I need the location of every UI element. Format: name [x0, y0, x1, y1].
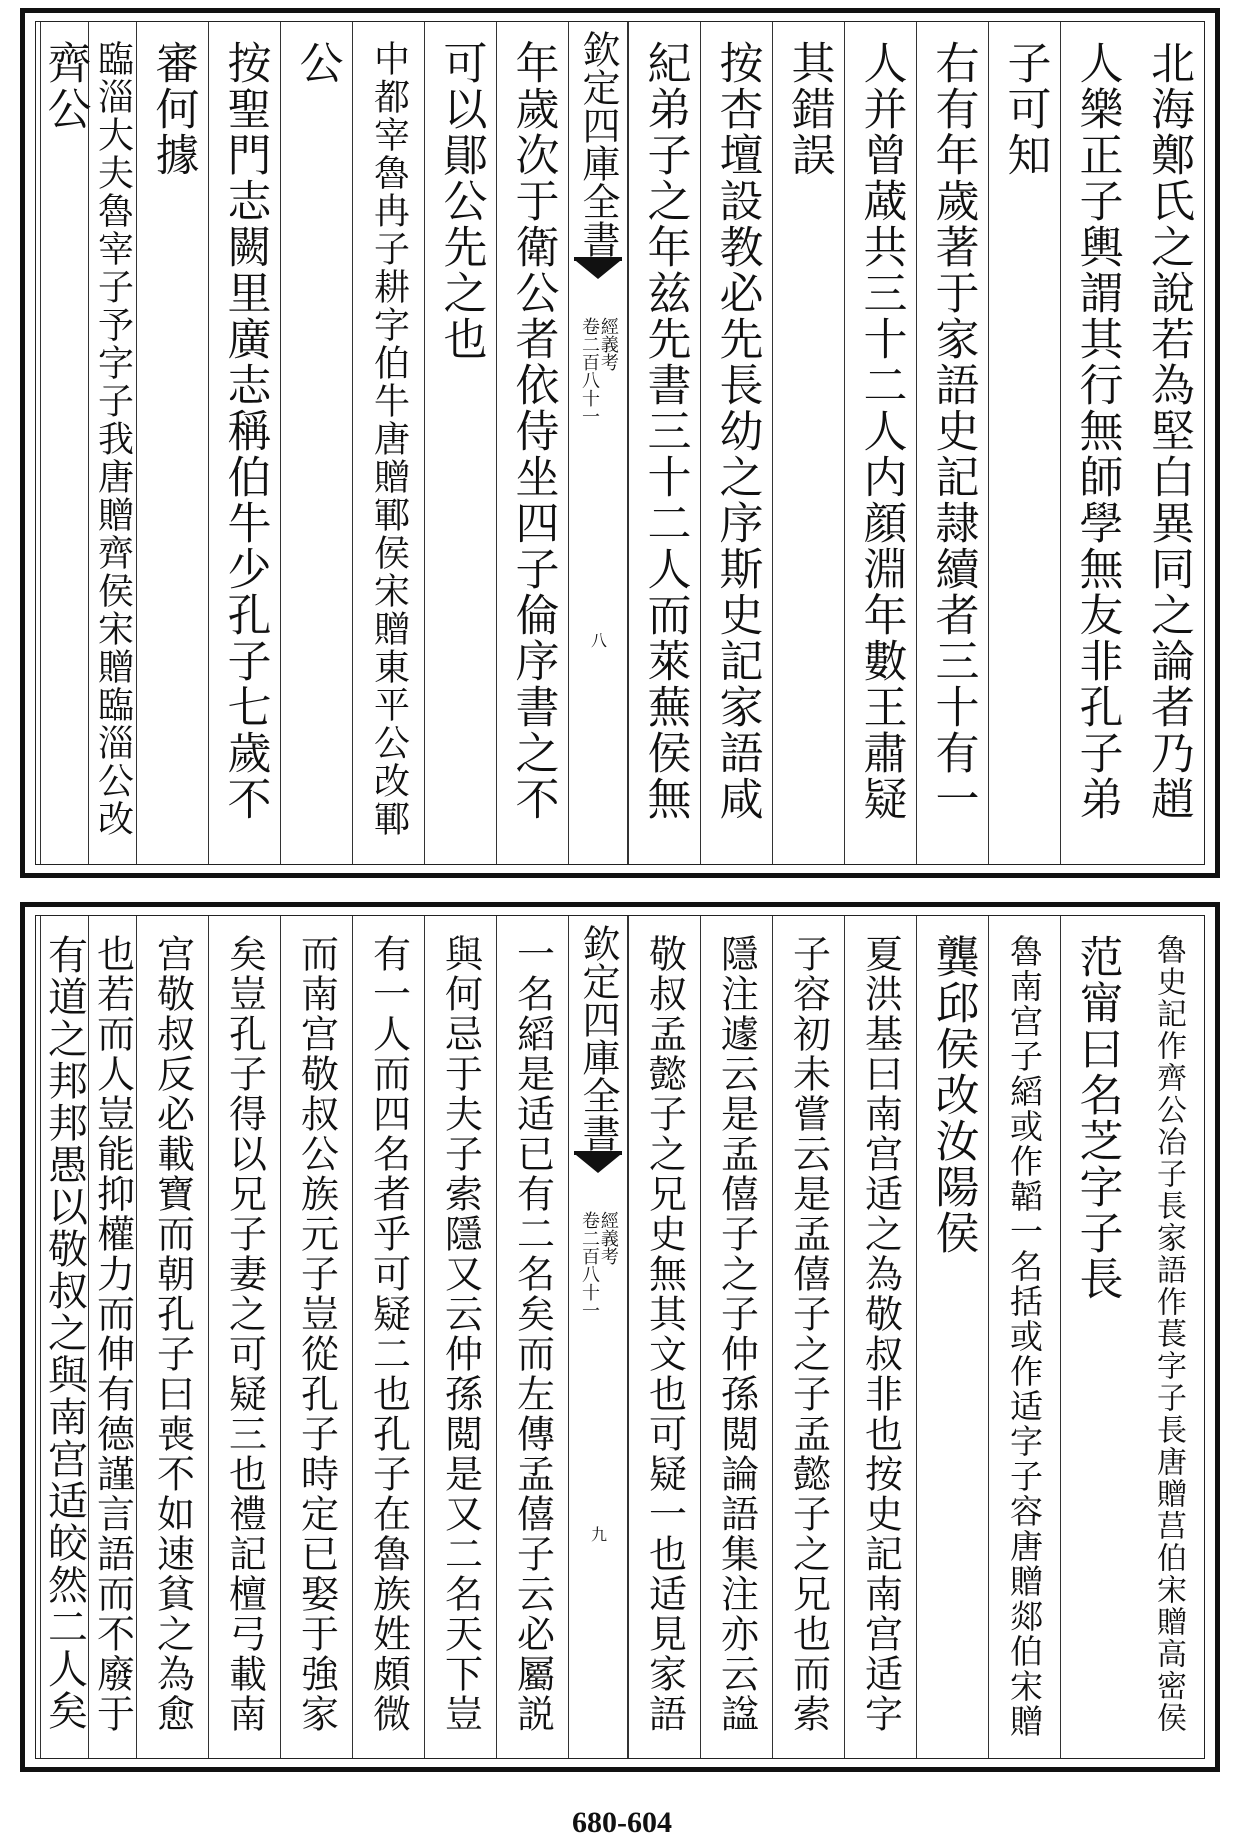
top-page-frame — [35, 21, 1205, 865]
bottom-page-frame — [35, 915, 1205, 1759]
text-column: 臨淄大夫魯宰子予字子我唐贈齊侯宋贈臨淄公改 — [88, 22, 136, 864]
book-title: 欽定四庫全書 — [576, 924, 620, 1152]
text-column: 按聖門志闕里廣志稱伯牛少孔子七歲不 — [208, 22, 280, 864]
text-column: 可以鄖公先之也 — [424, 22, 496, 864]
page-gutter — [568, 916, 628, 1758]
gutter-subtitle: 經義考 卷二百八十一 — [579, 317, 619, 425]
text-column: 有一人而四名者乎可疑二也孔子在魯族姓頗微 — [352, 916, 424, 1758]
bottom-page — [20, 902, 1220, 1772]
text-column: 與何忌于夫子索隱又云仲孫閲是又二名天下豈 — [424, 916, 496, 1758]
text-column: 公 — [280, 22, 352, 864]
top-page — [20, 8, 1220, 878]
page-gutter — [568, 22, 628, 864]
leaf-number: 八 — [588, 632, 608, 648]
fish-tail-mark — [574, 257, 622, 301]
leaf-number: 九 — [588, 1526, 608, 1542]
text-column: 年歲次于衛公者依侍坐四子倫序書之不 — [496, 22, 568, 864]
text-column: 中都宰魯冉子耕字伯牛唐贈鄆侯宋贈東平公改鄆 — [352, 22, 424, 864]
page-code: 680-604 — [572, 1806, 672, 1839]
text-column: 龔邱侯改汝陽侯 — [916, 916, 988, 1758]
text-column: 魯南宫子縚或作韜一名括或作适字子容唐贈郯伯宋贈 — [988, 916, 1060, 1758]
text-column: 而南宫敬叔公族元子豈從孔子時定已娶于強家 — [280, 916, 352, 1758]
text-column: 右有年歲著于家語史記隷續者三十有一 — [916, 22, 988, 864]
text-column: 宫敬叔反必載寶而朝孔子曰喪不如速貧之為愈 — [136, 916, 208, 1758]
text-column: 其錯誤 — [772, 22, 844, 864]
text-column: 魯史記作齊公冶子長家語作萇字子長唐贈莒伯宋贈高密侯 — [1151, 934, 1186, 1734]
text-column: 范甯曰名芝字子長 — [1060, 916, 1132, 1758]
text-column: 夏洪基曰南宫适之為敬叔非也按史記南宫适字 — [844, 916, 916, 1758]
text-column: 齊公 — [40, 22, 88, 864]
text-column: 人樂正子輿謂其行無師學無友非孔子弟 — [1060, 22, 1132, 864]
text-column: 矣豈孔子得以兄子妻之可疑三也禮記檀弓載南 — [208, 916, 280, 1758]
book-title: 欽定四庫全書 — [576, 30, 620, 258]
text-column: 有道之邦邦愚以敬叔之與南宫适皎然二人矣 — [40, 916, 88, 1758]
text-column: 子容初未嘗云是孟僖子之子孟懿子之兄也而索 — [772, 916, 844, 1758]
text-column: 也若而人豈能抑權力而伸有德謹言語而不廢于 — [88, 916, 136, 1758]
text-column: 敬叔孟懿子之兄史無其文也可疑一也适見家語 — [628, 916, 700, 1758]
text-column: 審何據 — [136, 22, 208, 864]
gutter-subtitle: 經義考 卷二百八十一 — [579, 1211, 619, 1319]
text-column: 人并曾蒧共三十二人内顔淵年數王肅疑 — [844, 22, 916, 864]
text-column: 子可知 — [988, 22, 1060, 864]
fish-tail-mark — [574, 1151, 622, 1195]
text-column: 按杏壇設教必先長幼之序斯史記家語咸 — [700, 22, 772, 864]
text-column: 北海鄭氏之說若為堅白異同之論者乃趙 — [1143, 40, 1194, 822]
text-column: 一名縚是适已有二名矣而左傳孟僖子云必屬説 — [496, 916, 568, 1758]
text-column: 紀弟子之年兹先書三十二人而萊蕪侯無 — [628, 22, 700, 864]
text-column: 隱注遽云是孟僖子之子仲孫閲論語集注亦云諡 — [700, 916, 772, 1758]
